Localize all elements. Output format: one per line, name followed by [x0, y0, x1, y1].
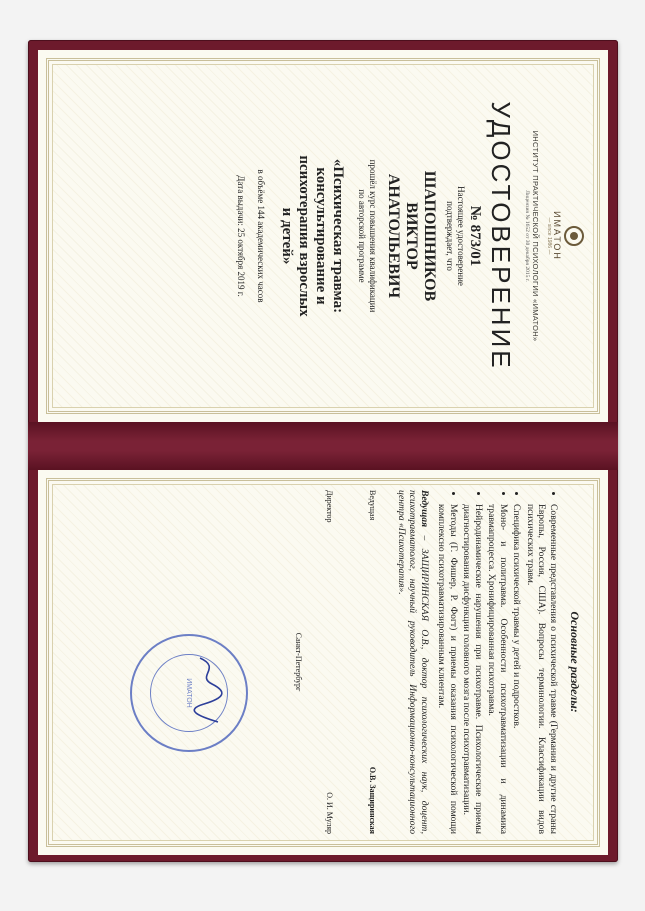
passed-line-2: по авторской программе — [357, 189, 367, 283]
imaton-logo — [546, 211, 584, 261]
confirm-line-1: Настоящее удостоверение — [456, 186, 466, 286]
holder-first-name: ВИКТОР — [403, 202, 420, 270]
brand-since: — since 1986 — — [546, 217, 552, 255]
sections-title: Основные разделы: — [568, 611, 582, 713]
license-text: Лицензия № 1652 от 30 декабря 2015 г. — [524, 190, 530, 282]
city-name: Санкт-Петербург — [294, 632, 304, 692]
issue-date: Дата выдачи: 25 октября 2019 г. — [236, 175, 246, 297]
certificate-spine — [28, 422, 618, 470]
course-title-line-2: консультирование и — [313, 167, 329, 305]
signer-1-name: О.В. Защиринская — [368, 766, 378, 834]
holder-patronymic: АНАТОЛЬЕВИЧ — [385, 173, 402, 299]
signature-row-2 — [326, 490, 335, 834]
passed-line-1: прошёл курс повышения квалификации — [368, 159, 378, 313]
sections-list — [436, 490, 559, 834]
signer-1-role: Ведущая — [368, 490, 378, 521]
confirm-line-2: подтверждает, что — [445, 201, 455, 271]
imaton-logo-icon — [564, 226, 584, 246]
institute-name: ИНСТИТУТ ПРАКТИЧЕСКОЙ ПСИХОЛОГИИ «ИМАТОН» — [531, 130, 540, 342]
list-item: • Методы (Г. Фишер, Р. Фогт) и приемы оказания психологической помощи комплексно психотравматизированным клиентам. — [436, 504, 459, 834]
course-title-line-3: психотерапия взрослых — [296, 155, 312, 317]
course-title-line-1: «Психическая травма: — [330, 158, 346, 314]
course-title-line-4: и детей» — [279, 207, 295, 265]
brand-name: ИМАТОН — [552, 211, 562, 261]
certificate-front-content — [48, 66, 598, 406]
list-item: • Нейродинамические нарушения при психотравме. Психологические приемы диагностирования дисфункции головного мозга после психотравматизации. — [461, 504, 484, 834]
signature-mark — [192, 654, 226, 724]
certificate-number: № 873/01 — [467, 205, 483, 267]
document-title: УДОСТОВЕРЕНИЕ — [486, 101, 516, 371]
holder-surname: ШАПОШНИКОВ — [421, 170, 438, 302]
signer-2-name: О. И. Муляр — [325, 792, 335, 834]
signature-row-1 — [369, 490, 378, 834]
lead-label: Ведущая — [419, 490, 430, 528]
list-item: • Современные представления о психической травме (Германия и другие страны Европы, Россия, США). Вопросы терминологии. Классификации видов психических травм. — [525, 504, 560, 834]
signer-2-role: Директор — [325, 490, 335, 523]
stamp-center: ИМАТОН — [150, 654, 228, 732]
course-volume: в объёме 144 академических часов — [256, 169, 266, 303]
lead-text: – ЗАЩИРИНСКАЯ О.В., доктор психологических наук, доцент, психотравматолог, научный руководитель Информационно-консультационного центра «Психотерапия». — [396, 490, 430, 834]
lead-paragraph — [396, 490, 431, 834]
official-stamp — [130, 634, 248, 752]
list-item: • Моно- и политравма. Особенности психотравматизации и динамика травмапроцесса. Хронифицированная психотравма. — [486, 504, 509, 834]
list-item: • Специфика психической травмы у детей и подростков. — [511, 504, 523, 834]
certificate-back-content — [48, 484, 598, 840]
